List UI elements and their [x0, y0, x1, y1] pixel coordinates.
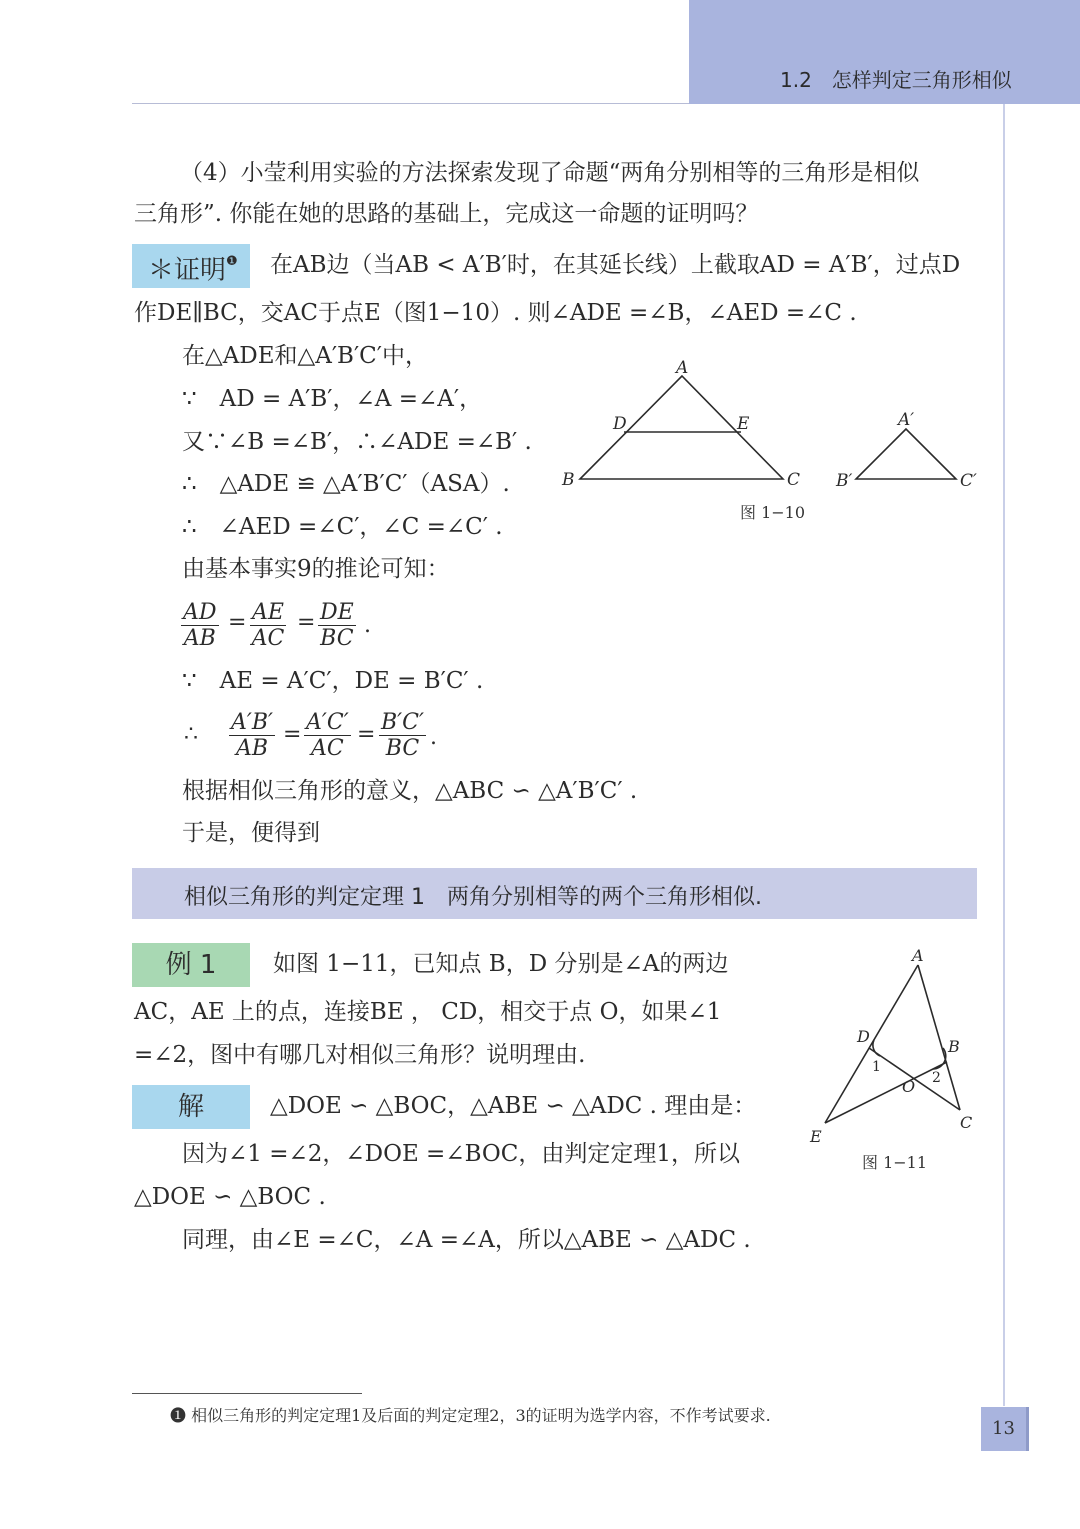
label-c-prime: C′ [960, 471, 977, 491]
example-line-2: AC，AE 上的点，连接BE ， CD，相交于点 O，如果∠1 [134, 999, 722, 1025]
proof-line-3: 在△ADE和△A′B′C′中， [182, 343, 428, 369]
figure-1-10 [555, 355, 990, 500]
angle-1-label: 1 [872, 1059, 881, 1075]
label-e: E [737, 414, 750, 434]
angle-2-label: 2 [932, 1070, 941, 1086]
frac-numerator: AE [252, 600, 284, 625]
label-a-prime: A′ [898, 410, 915, 430]
footnote-rule [132, 1393, 362, 1394]
frac-denominator: AB [235, 736, 269, 761]
footnote-marker: ❶ [226, 254, 238, 269]
label-e: E [810, 1127, 822, 1145]
proof-line-2: 作DE∥BC，交AC于点E（图1−10）. 则∠ADE =∠B，∠AED =∠C . [134, 300, 857, 326]
fraction-a1b1-ab [229, 710, 275, 761]
solution-line-4: 同理，由∠E =∠C，∠A =∠A，所以△ABE ∽ △ADC . [182, 1227, 751, 1253]
fraction-ae-ac [250, 600, 286, 651]
solution-line-1: △DOE ∽ △BOC，△ABE ∽ △ADC . 理由是： [270, 1093, 757, 1119]
margin-rule [1003, 104, 1005, 1406]
proof-line-7: ∴ ∠AED =∠C′，∠C =∠C′ . [182, 514, 503, 540]
fraction-ad-ab [181, 600, 219, 651]
label-c: C [787, 470, 801, 490]
footnote: ❶ 相似三角形的判定定理1及后面的判定定理2，3的证明为选学内容，不作考试要求. [170, 1406, 771, 1425]
figure-1-10-caption: 图 1−10 [740, 503, 806, 522]
period: . [364, 613, 371, 638]
solution-line-3: △DOE ∽ △BOC . [134, 1184, 326, 1210]
label-b: B [948, 1037, 960, 1056]
frac-denominator: AB [183, 626, 216, 651]
angle-1-arc [873, 1040, 880, 1056]
proof-label [132, 244, 250, 288]
example-line-3: =∠2，图中有哪几对相似三角形？说明理由. [134, 1042, 586, 1068]
triangle-a1b1c1 [856, 429, 956, 479]
label-b-prime: B′ [836, 471, 853, 491]
proof-line-4: ∵ AD = A′B′，∠A =∠A′， [182, 386, 483, 412]
equals-sign: = [228, 610, 247, 635]
solution-line-2: 因为∠1 =∠2，∠DOE =∠BOC，由判定定理1，所以 [182, 1141, 741, 1167]
proof-line-10: 根据相似三角形的意义，△ABC ∽ △A′B′C′ . [182, 778, 638, 804]
label-d: D [613, 414, 627, 434]
proof-line-11: 于是，便得到 [182, 820, 320, 846]
label-d: D [857, 1027, 870, 1046]
therefore-sign: ∴ [184, 722, 198, 747]
proof-line-1: 在AB边（当AB < A′B′时，在其延长线）上截取AD = A′B′，过点D [270, 252, 961, 278]
equals-sign: = [283, 722, 302, 747]
fraction-a1c1-ac [304, 710, 351, 761]
theorem-text: 相似三角形的判定定理 1 两角分别相等的两个三角形相似. [184, 885, 762, 910]
frac-denominator: AC [310, 736, 344, 761]
example-label: 例 1 [132, 943, 250, 987]
period: . [430, 725, 437, 750]
solution-label: 解 [132, 1085, 250, 1129]
figure-1-11-caption: 图 1−11 [862, 1153, 928, 1172]
proof-line-9: ∵ AE = A′C′，DE = B′C′ . [182, 668, 484, 694]
example-line-1: 如图 1−11，已知点 B，D 分别是∠A的两边 [273, 951, 729, 977]
proof-line-5: 又∵∠B =∠B′，∴∠ADE =∠B′ . [182, 429, 532, 455]
frac-numerator: B′C′ [381, 710, 424, 735]
label-b: B [562, 470, 575, 490]
proof-line-8: 由基本事实9的推论可知： [182, 556, 450, 582]
header-rule [132, 103, 689, 104]
frac-numerator: AD [183, 600, 217, 625]
frac-numerator: DE [320, 600, 354, 625]
page-number: 13 [981, 1407, 1029, 1451]
intro-line-2: 三角形”. 你能在她的思路的基础上，完成这一命题的证明吗？ [134, 201, 759, 227]
equals-sign: = [297, 610, 316, 635]
label-a: A [676, 358, 689, 378]
proof-label-text: ＊证明 [148, 255, 227, 286]
label-a: A [912, 946, 924, 965]
label-o: O [902, 1077, 916, 1096]
label-c: C [960, 1113, 973, 1132]
frac-numerator: A′B′ [231, 710, 274, 735]
intro-line-1: （4）小莹利用实验的方法探索发现了命题“两角分别相等的三角形是相似 [180, 160, 920, 186]
proof-line-6: ∴ △ADE ≌ △A′B′C′（ASA）. [182, 471, 510, 497]
triangle-abc [580, 376, 783, 479]
fraction-de-bc [318, 600, 356, 651]
frac-numerator: A′C′ [306, 710, 349, 735]
figure-1-11 [800, 940, 995, 1145]
equals-sign: = [357, 722, 376, 747]
section-title: 1.2 怎样判定三角形相似 [780, 68, 1012, 92]
frac-denominator: AC [251, 626, 285, 651]
frac-denominator: BC [385, 736, 420, 761]
frac-denominator: BC [320, 626, 354, 651]
fraction-b1c1-bc [379, 710, 426, 761]
